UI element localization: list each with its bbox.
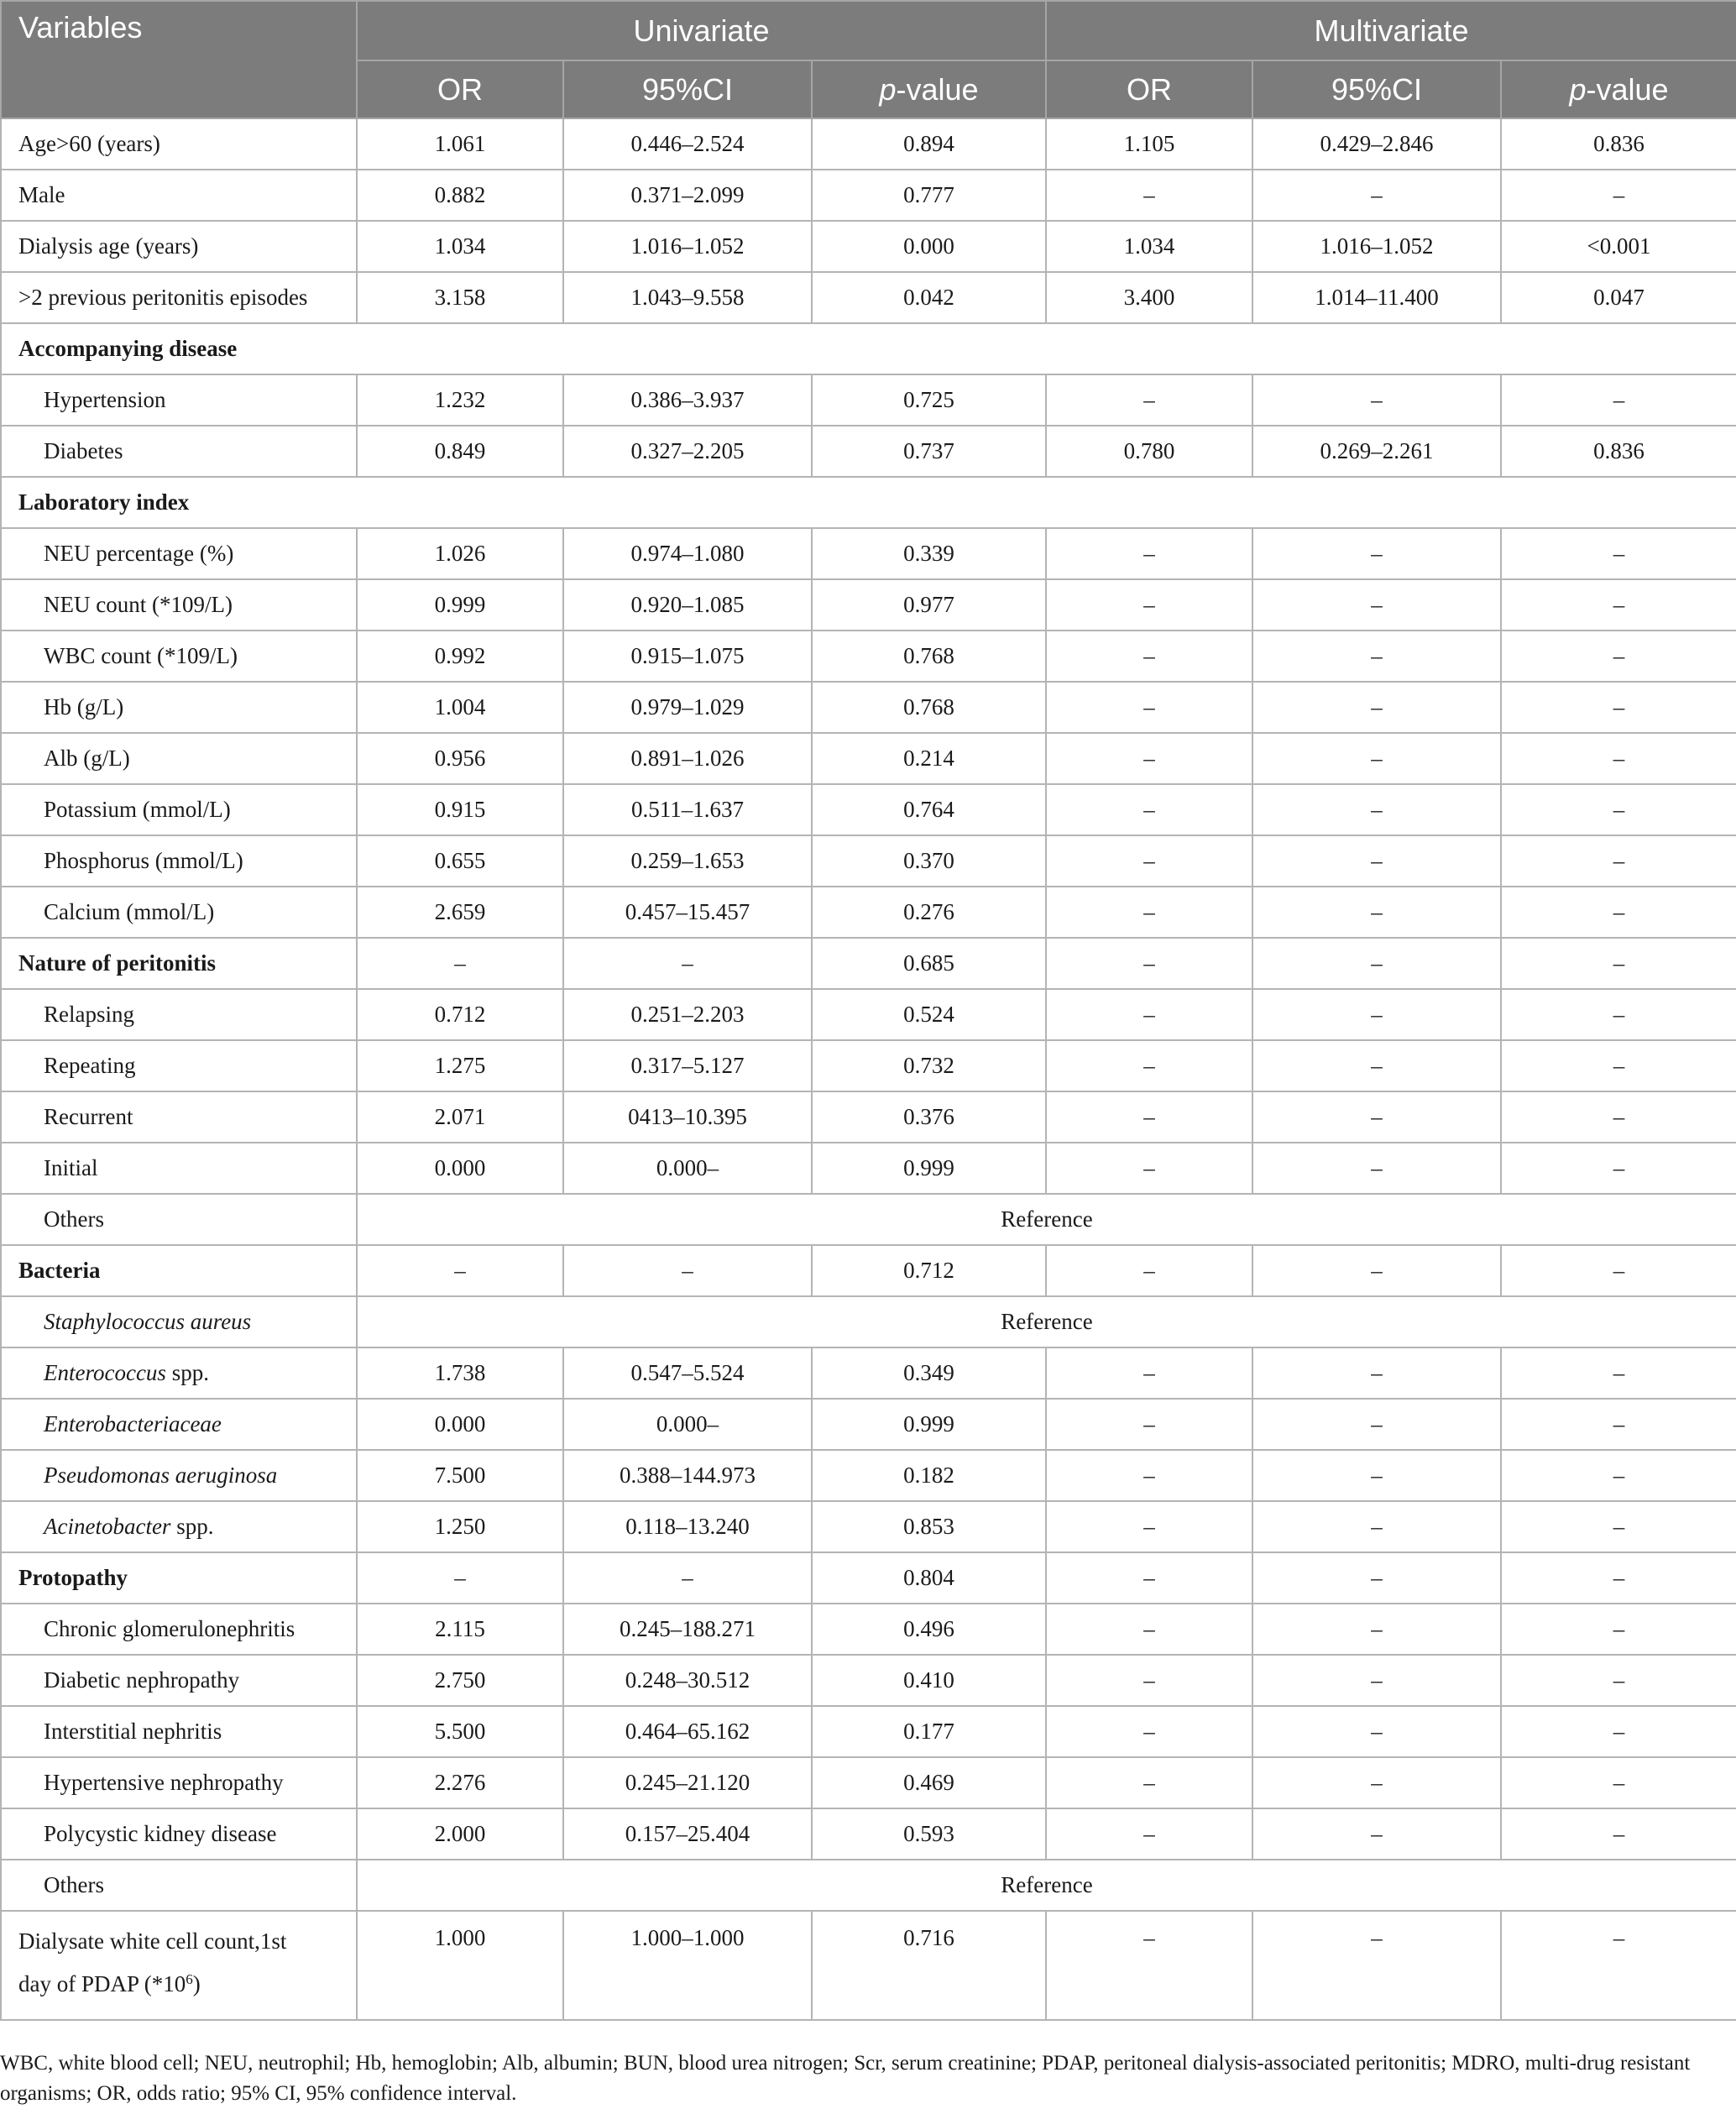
multivariate-ci-cell: – xyxy=(1252,989,1501,1040)
table-row xyxy=(1,426,1736,477)
univariate-p-cell: 0.349 xyxy=(812,1347,1046,1399)
multivariate-ci-cell: – xyxy=(1252,170,1501,221)
multivariate-p-cell: 0.836 xyxy=(1501,426,1736,477)
reference-cell: Reference xyxy=(357,1860,1736,1911)
univariate-p-cell: 0.339 xyxy=(812,528,1046,579)
multivariate-ci-cell: – xyxy=(1252,835,1501,887)
univariate-or-cell: 0.655 xyxy=(357,835,563,887)
univariate-p-cell: 0.768 xyxy=(812,631,1046,682)
table-row xyxy=(1,835,1736,887)
multivariate-ci-cell: – xyxy=(1252,1655,1501,1706)
multivariate-p-cell: – xyxy=(1501,682,1736,733)
multivariate-ci-cell: – xyxy=(1252,1091,1501,1143)
univariate-p-cell: 0.496 xyxy=(812,1604,1046,1655)
univariate-or-cell: – xyxy=(357,1552,563,1604)
table-row xyxy=(1,1194,1736,1245)
row-label: Enterococcus spp. xyxy=(1,1347,357,1399)
table-row xyxy=(1,1655,1736,1706)
univariate-or-cell: 1.034 xyxy=(357,221,563,272)
univariate-or-cell: 1.232 xyxy=(357,374,563,426)
header-univariate-or: OR xyxy=(357,60,563,118)
row-label: Alb (g/L) xyxy=(1,733,357,784)
multivariate-or-cell: – xyxy=(1046,579,1252,631)
multivariate-ci-cell: 0.429–2.846 xyxy=(1252,118,1501,170)
row-label: Acinetobacter spp. xyxy=(1,1501,357,1552)
multivariate-ci-cell: – xyxy=(1252,1552,1501,1604)
multivariate-p-cell: – xyxy=(1501,528,1736,579)
univariate-p-cell: 0.410 xyxy=(812,1655,1046,1706)
table-row xyxy=(1,1552,1736,1604)
multivariate-p-cell: – xyxy=(1501,170,1736,221)
multivariate-or-cell: – xyxy=(1046,1911,1252,2020)
row-label: Interstitial nephritis xyxy=(1,1706,357,1757)
univariate-ci-cell: 0.000– xyxy=(563,1399,812,1450)
table-row xyxy=(1,1091,1736,1143)
table-row xyxy=(1,989,1736,1040)
table-row xyxy=(1,1911,1736,2020)
row-label: Diabetes xyxy=(1,426,357,477)
table-row xyxy=(1,221,1736,272)
multivariate-ci-cell: 0.269–2.261 xyxy=(1252,426,1501,477)
univariate-ci-cell: 0.974–1.080 xyxy=(563,528,812,579)
multivariate-or-cell: – xyxy=(1046,1655,1252,1706)
table-row xyxy=(1,887,1736,938)
row-label: Diabetic nephropathy xyxy=(1,1655,357,1706)
univariate-or-cell: 0.882 xyxy=(357,170,563,221)
univariate-or-cell: 2.659 xyxy=(357,887,563,938)
univariate-or-cell: 0.000 xyxy=(357,1399,563,1450)
multivariate-ci-cell: – xyxy=(1252,374,1501,426)
multivariate-p-cell: – xyxy=(1501,989,1736,1040)
univariate-p-cell: 0.777 xyxy=(812,170,1046,221)
univariate-ci-cell: 0.251–2.203 xyxy=(563,989,812,1040)
table-row xyxy=(1,374,1736,426)
table-header xyxy=(1,1,1736,118)
multivariate-p-cell: – xyxy=(1501,938,1736,989)
multivariate-p-cell: – xyxy=(1501,1347,1736,1399)
row-label: Chronic glomerulonephritis xyxy=(1,1604,357,1655)
table-row xyxy=(1,1450,1736,1501)
multivariate-ci-cell: – xyxy=(1252,579,1501,631)
multivariate-ci-cell: – xyxy=(1252,1604,1501,1655)
multivariate-or-cell: – xyxy=(1046,1450,1252,1501)
multivariate-p-cell: – xyxy=(1501,1757,1736,1808)
table-row xyxy=(1,118,1736,170)
univariate-p-cell: 0.276 xyxy=(812,887,1046,938)
table-row xyxy=(1,1296,1736,1347)
univariate-or-cell: 1.026 xyxy=(357,528,563,579)
row-label: Repeating xyxy=(1,1040,357,1091)
multivariate-p-cell: – xyxy=(1501,1245,1736,1296)
section-label: Accompanying disease xyxy=(1,323,1736,374)
multivariate-p-cell: – xyxy=(1501,733,1736,784)
univariate-p-cell: 0.214 xyxy=(812,733,1046,784)
table-row xyxy=(1,1706,1736,1757)
multivariate-p-cell: – xyxy=(1501,835,1736,887)
univariate-or-cell: 3.158 xyxy=(357,272,563,323)
header-multivariate-p: p-value xyxy=(1501,60,1736,118)
univariate-p-cell: 0.977 xyxy=(812,579,1046,631)
header-univariate-p: p-value xyxy=(812,60,1046,118)
univariate-p-cell: 0.376 xyxy=(812,1091,1046,1143)
row-label: Relapsing xyxy=(1,989,357,1040)
univariate-p-cell: 0.768 xyxy=(812,682,1046,733)
multivariate-or-cell: 3.400 xyxy=(1046,272,1252,323)
multivariate-p-cell: – xyxy=(1501,1604,1736,1655)
univariate-or-cell: 1.275 xyxy=(357,1040,563,1091)
row-label: Calcium (mmol/L) xyxy=(1,887,357,938)
table-row xyxy=(1,938,1736,989)
table-footnote: WBC, white blood cell; NEU, neutrophil; Hb, hemoglobin; Alb, albumin; BUN, blood urea nitrogen; Scr, serum creatinine; PDAP, peritoneal dialysis-associated peritonitis; MDRO, multi-drug resistant organisms; OR, odds ratio; 95% CI, 95% confidence interval. xyxy=(0,2052,1691,2105)
multivariate-p-cell: – xyxy=(1501,1552,1736,1604)
univariate-ci-cell: 0.464–65.162 xyxy=(563,1706,812,1757)
univariate-or-cell: 0.999 xyxy=(357,579,563,631)
table-row xyxy=(1,1143,1736,1194)
header-univariate-ci: 95%CI xyxy=(563,60,812,118)
section-label: Laboratory index xyxy=(1,477,1736,528)
multivariate-ci-cell: – xyxy=(1252,1040,1501,1091)
univariate-ci-cell: 0.245–188.271 xyxy=(563,1604,812,1655)
row-label: Recurrent xyxy=(1,1091,357,1143)
multivariate-ci-cell: – xyxy=(1252,631,1501,682)
header-multivariate: Multivariate xyxy=(1046,1,1736,60)
univariate-or-cell: 0.000 xyxy=(357,1143,563,1194)
univariate-or-cell: 1.004 xyxy=(357,682,563,733)
multivariate-p-cell: 0.836 xyxy=(1501,118,1736,170)
multivariate-ci-cell: – xyxy=(1252,1143,1501,1194)
univariate-ci-cell: 0.915–1.075 xyxy=(563,631,812,682)
row-label: NEU count (*109/L) xyxy=(1,579,357,631)
row-label: Polycystic kidney disease xyxy=(1,1808,357,1860)
multivariate-p-cell: – xyxy=(1501,1091,1736,1143)
univariate-p-cell: 0.716 xyxy=(812,1911,1046,2020)
univariate-ci-cell: 0.457–15.457 xyxy=(563,887,812,938)
univariate-or-cell: 1.738 xyxy=(357,1347,563,1399)
univariate-or-cell: 2.000 xyxy=(357,1808,563,1860)
section-row xyxy=(1,323,1736,374)
univariate-or-cell: 7.500 xyxy=(357,1450,563,1501)
header-univariate: Univariate xyxy=(357,1,1046,60)
multivariate-ci-cell: – xyxy=(1252,1706,1501,1757)
table-row xyxy=(1,784,1736,835)
multivariate-or-cell: 0.780 xyxy=(1046,426,1252,477)
multivariate-ci-cell: – xyxy=(1252,784,1501,835)
univariate-p-cell: 0.177 xyxy=(812,1706,1046,1757)
multivariate-ci-cell: – xyxy=(1252,1450,1501,1501)
multivariate-p-cell: – xyxy=(1501,1399,1736,1450)
univariate-ci-cell: 0.979–1.029 xyxy=(563,682,812,733)
multivariate-or-cell: – xyxy=(1046,1552,1252,1604)
univariate-p-cell: 0.182 xyxy=(812,1450,1046,1501)
multivariate-ci-cell: – xyxy=(1252,938,1501,989)
multivariate-p-cell: – xyxy=(1501,1040,1736,1091)
univariate-p-cell: 0.737 xyxy=(812,426,1046,477)
univariate-ci-cell: 0.547–5.524 xyxy=(563,1347,812,1399)
multivariate-or-cell: – xyxy=(1046,682,1252,733)
multivariate-p-cell: – xyxy=(1501,1706,1736,1757)
table-row xyxy=(1,1808,1736,1860)
univariate-ci-cell: 0.388–144.973 xyxy=(563,1450,812,1501)
multivariate-p-cell: – xyxy=(1501,374,1736,426)
row-label: Male xyxy=(1,170,357,221)
multivariate-or-cell: – xyxy=(1046,1808,1252,1860)
multivariate-or-cell: – xyxy=(1046,1245,1252,1296)
univariate-p-cell: 0.804 xyxy=(812,1552,1046,1604)
multivariate-or-cell: – xyxy=(1046,1706,1252,1757)
univariate-or-cell: 2.276 xyxy=(357,1757,563,1808)
row-label: Phosphorus (mmol/L) xyxy=(1,835,357,887)
univariate-p-cell: 0.764 xyxy=(812,784,1046,835)
univariate-p-cell: 0.685 xyxy=(812,938,1046,989)
univariate-ci-cell: – xyxy=(563,1552,812,1604)
reference-cell: Reference xyxy=(357,1194,1736,1245)
multivariate-p-cell: – xyxy=(1501,579,1736,631)
univariate-ci-cell: 0.327–2.205 xyxy=(563,426,812,477)
row-label: Hypertension xyxy=(1,374,357,426)
table-row xyxy=(1,1040,1736,1091)
row-label: Age>60 (years) xyxy=(1,118,357,170)
univariate-or-cell: 2.071 xyxy=(357,1091,563,1143)
multivariate-p-cell: – xyxy=(1501,1655,1736,1706)
row-label: Nature of peritonitis xyxy=(1,938,357,989)
multivariate-ci-cell: – xyxy=(1252,1347,1501,1399)
univariate-ci-cell: 0.446–2.524 xyxy=(563,118,812,170)
multivariate-or-cell: – xyxy=(1046,1143,1252,1194)
row-label: Staphylococcus aureus xyxy=(1,1296,357,1347)
univariate-p-cell: 0.469 xyxy=(812,1757,1046,1808)
table-row xyxy=(1,1757,1736,1808)
univariate-or-cell: 1.250 xyxy=(357,1501,563,1552)
multivariate-or-cell: – xyxy=(1046,1040,1252,1091)
multivariate-or-cell: – xyxy=(1046,1399,1252,1450)
univariate-or-cell: 1.061 xyxy=(357,118,563,170)
table-row xyxy=(1,682,1736,733)
univariate-p-cell: 0.712 xyxy=(812,1245,1046,1296)
multivariate-ci-cell: – xyxy=(1252,1245,1501,1296)
multivariate-p-cell: – xyxy=(1501,631,1736,682)
row-label: Dialysis age (years) xyxy=(1,221,357,272)
univariate-p-cell: 0.370 xyxy=(812,835,1046,887)
table-row xyxy=(1,272,1736,323)
row-label: Dialysate white cell count,1st day of PDAP $(*10^6)$ xyxy=(1,1911,357,2020)
table-row xyxy=(1,1399,1736,1450)
univariate-p-cell: 0.593 xyxy=(812,1808,1046,1860)
univariate-p-cell: 0.524 xyxy=(812,989,1046,1040)
table-row xyxy=(1,1860,1736,1911)
multivariate-ci-cell: 1.016–1.052 xyxy=(1252,221,1501,272)
multivariate-or-cell: – xyxy=(1046,374,1252,426)
table-row xyxy=(1,170,1736,221)
multivariate-p-cell: – xyxy=(1501,1450,1736,1501)
multivariate-ci-cell: – xyxy=(1252,1399,1501,1450)
univariate-ci-cell: 0.118–13.240 xyxy=(563,1501,812,1552)
table-row xyxy=(1,1604,1736,1655)
multivariate-or-cell: – xyxy=(1046,1757,1252,1808)
univariate-ci-cell: – xyxy=(563,1245,812,1296)
section-row xyxy=(1,477,1736,528)
univariate-p-cell: 0.999 xyxy=(812,1399,1046,1450)
multivariate-or-cell: – xyxy=(1046,170,1252,221)
univariate-ci-cell: 1.016–1.052 xyxy=(563,221,812,272)
table-row xyxy=(1,631,1736,682)
multivariate-or-cell: – xyxy=(1046,1501,1252,1552)
univariate-or-cell: 0.956 xyxy=(357,733,563,784)
univariate-ci-cell: 0.157–25.404 xyxy=(563,1808,812,1860)
table-row xyxy=(1,579,1736,631)
univariate-p-cell: 0.000 xyxy=(812,221,1046,272)
multivariate-ci-cell: – xyxy=(1252,887,1501,938)
table-row xyxy=(1,733,1736,784)
table-row xyxy=(1,1245,1736,1296)
row-label: Pseudomonas aeruginosa xyxy=(1,1450,357,1501)
univariate-ci-cell: 0.920–1.085 xyxy=(563,579,812,631)
multivariate-p-cell: – xyxy=(1501,1808,1736,1860)
row-label: Protopathy xyxy=(1,1552,357,1604)
univariate-ci-cell: 0.511–1.637 xyxy=(563,784,812,835)
table-row xyxy=(1,1501,1736,1552)
multivariate-ci-cell: 1.014–11.400 xyxy=(1252,272,1501,323)
univariate-p-cell: 0.725 xyxy=(812,374,1046,426)
univariate-or-cell: 5.500 xyxy=(357,1706,563,1757)
multivariate-or-cell: – xyxy=(1046,1604,1252,1655)
multivariate-ci-cell: – xyxy=(1252,682,1501,733)
univariate-or-cell: 0.712 xyxy=(357,989,563,1040)
header-multivariate-ci: 95%CI xyxy=(1252,60,1501,118)
univariate-ci-cell: 0.891–1.026 xyxy=(563,733,812,784)
univariate-ci-cell: – xyxy=(563,938,812,989)
univariate-p-cell: 0.853 xyxy=(812,1501,1046,1552)
univariate-or-cell: 0.992 xyxy=(357,631,563,682)
univariate-ci-cell: 0.371–2.099 xyxy=(563,170,812,221)
row-label: Bacteria xyxy=(1,1245,357,1296)
multivariate-or-cell: – xyxy=(1046,887,1252,938)
univariate-ci-cell: 0.317–5.127 xyxy=(563,1040,812,1091)
multivariate-or-cell: 1.034 xyxy=(1046,221,1252,272)
multivariate-ci-cell: – xyxy=(1252,1808,1501,1860)
univariate-or-cell: 0.915 xyxy=(357,784,563,835)
multivariate-or-cell: – xyxy=(1046,835,1252,887)
univariate-ci-cell: 0.245–21.120 xyxy=(563,1757,812,1808)
univariate-ci-cell: 1.000–1.000 xyxy=(563,1911,812,2020)
row-label: Potassium (mmol/L) xyxy=(1,784,357,835)
univariate-p-cell: 0.999 xyxy=(812,1143,1046,1194)
row-label: NEU percentage (%) xyxy=(1,528,357,579)
multivariate-or-cell: – xyxy=(1046,1347,1252,1399)
multivariate-or-cell: – xyxy=(1046,1091,1252,1143)
multivariate-p-cell: – xyxy=(1501,784,1736,835)
row-label: WBC count (*109/L) xyxy=(1,631,357,682)
multivariate-ci-cell: – xyxy=(1252,1911,1501,2020)
multivariate-or-cell: 1.105 xyxy=(1046,118,1252,170)
row-label: >2 previous peritonitis episodes xyxy=(1,272,357,323)
univariate-p-cell: 0.732 xyxy=(812,1040,1046,1091)
univariate-ci-cell: 0.386–3.937 xyxy=(563,374,812,426)
multivariate-or-cell: – xyxy=(1046,989,1252,1040)
univariate-ci-cell: 0.000– xyxy=(563,1143,812,1194)
row-label: Hb (g/L) xyxy=(1,682,357,733)
multivariate-p-cell: 0.047 xyxy=(1501,272,1736,323)
multivariate-p-cell: – xyxy=(1501,1501,1736,1552)
multivariate-or-cell: – xyxy=(1046,733,1252,784)
univariate-or-cell: 2.750 xyxy=(357,1655,563,1706)
table-row xyxy=(1,528,1736,579)
univariate-ci-cell: 0.259–1.653 xyxy=(563,835,812,887)
univariate-ci-cell: 1.043–9.558 xyxy=(563,272,812,323)
multivariate-p-cell: – xyxy=(1501,887,1736,938)
row-label: Hypertensive nephropathy xyxy=(1,1757,357,1808)
table-row xyxy=(1,1347,1736,1399)
multivariate-or-cell: – xyxy=(1046,938,1252,989)
row-label: Others xyxy=(1,1860,357,1911)
univariate-or-cell: – xyxy=(357,1245,563,1296)
multivariate-or-cell: – xyxy=(1046,631,1252,682)
multivariate-ci-cell: – xyxy=(1252,1501,1501,1552)
reference-cell: Reference xyxy=(357,1296,1736,1347)
row-label: Enterobacteriaceae xyxy=(1,1399,357,1450)
multivariate-or-cell: – xyxy=(1046,528,1252,579)
multivariate-p-cell: – xyxy=(1501,1143,1736,1194)
univariate-or-cell: 1.000 xyxy=(357,1911,563,2020)
multivariate-p-cell: – xyxy=(1501,1911,1736,2020)
header-multivariate-or: OR xyxy=(1046,60,1252,118)
header-variables: Variables xyxy=(1,1,357,118)
univariate-ci-cell: 0.248–30.512 xyxy=(563,1655,812,1706)
multivariate-or-cell: – xyxy=(1046,784,1252,835)
row-label: Initial xyxy=(1,1143,357,1194)
multivariate-ci-cell: – xyxy=(1252,733,1501,784)
multivariate-ci-cell: – xyxy=(1252,1757,1501,1808)
univariate-or-cell: 2.115 xyxy=(357,1604,563,1655)
multivariate-ci-cell: – xyxy=(1252,528,1501,579)
univariate-p-cell: 0.042 xyxy=(812,272,1046,323)
univariate-or-cell: 0.849 xyxy=(357,426,563,477)
univariate-ci-cell: 0413–10.395 xyxy=(563,1091,812,1143)
multivariate-p-cell: <0.001 xyxy=(1501,221,1736,272)
row-label: Others xyxy=(1,1194,357,1245)
univariate-or-cell: – xyxy=(357,938,563,989)
univariate-p-cell: 0.894 xyxy=(812,118,1046,170)
